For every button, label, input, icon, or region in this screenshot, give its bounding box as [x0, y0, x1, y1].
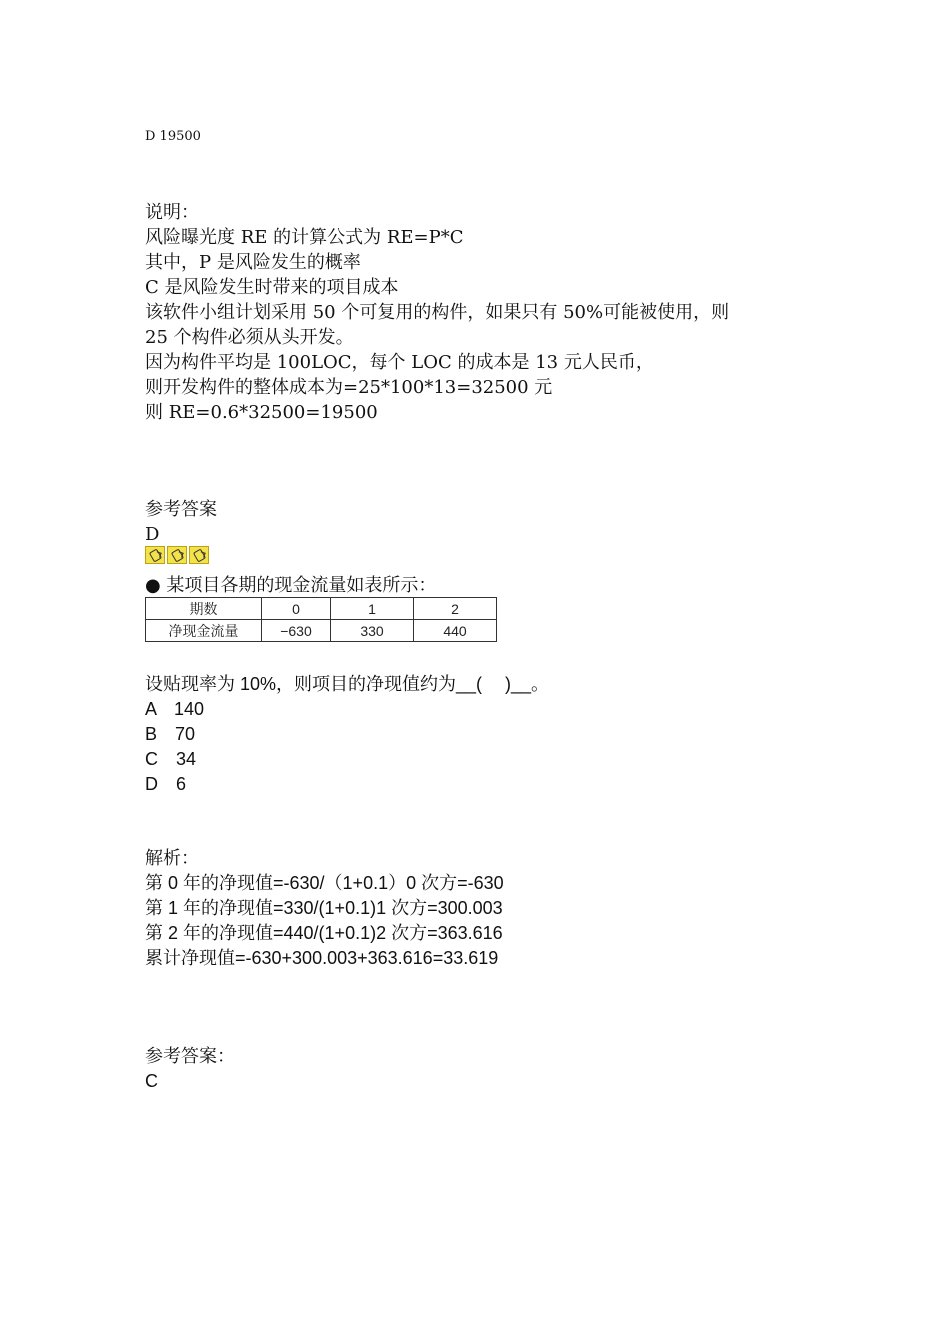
reference-answer: D: [145, 524, 160, 545]
explanation-line: 因为构件平均是 100LOC，每个 LOC 的成本是 13 元人民币，: [145, 352, 654, 373]
table-cell: 2: [414, 598, 497, 620]
reference-answer-2: [145, 1044, 235, 1094]
table-cell: 330: [331, 620, 414, 642]
explanation-line: 风险曝光度 RE 的计算公式为 RE=P*C: [145, 227, 464, 248]
explanation-line: 则开发构件的整体成本为=25*100*13=32500 元: [145, 377, 553, 398]
explanation-line: 其中，P 是风险发生的概率: [145, 252, 361, 273]
option-c: C 34: [145, 749, 197, 769]
table-row: [146, 598, 497, 620]
analysis-line: 累计净现值=-630+300.003+363.616=33.619: [145, 948, 499, 968]
explanation-heading: 说明：: [145, 202, 199, 223]
question-2-title: [145, 573, 436, 598]
reference-answer: C: [145, 1071, 158, 1091]
pen-icon: [145, 546, 165, 564]
reference-label: 参考答案：: [145, 1046, 235, 1066]
analysis-line: 第 1 年的净现值=330/(1+0.1)1 次方=300.003: [145, 898, 503, 918]
analysis-heading: 解析：: [145, 848, 199, 868]
explanation-line: C 是风险发生时带来的项目成本: [145, 277, 399, 298]
option-a: A 140: [145, 699, 205, 719]
table-cell: 净现金流量: [146, 620, 262, 642]
analysis-line: 第 0 年的净现值=-630/（1+0.1）0 次方=-630: [145, 873, 504, 893]
table-row: [146, 620, 497, 642]
explanation-line: 该软件小组计划采用 50 个可复用的构件，如果只有 50%可能被使用，则: [145, 302, 730, 323]
pen-icon: [189, 546, 209, 564]
analysis-line: 第 2 年的净现值=440/(1+0.1)2 次方=363.616: [145, 923, 503, 943]
table-cell: 期数: [146, 598, 262, 620]
cash-flow-table: [145, 597, 497, 642]
reference-answer-1: [145, 497, 217, 547]
question-stem: 设贴现率为 10%，则项目的净现值约为__( )__。: [145, 674, 550, 694]
table-cell: 440: [414, 620, 497, 642]
question-2-body: [145, 672, 549, 797]
pen-icon: [167, 546, 187, 564]
explanation-line: 25 个构件必须从头开发。: [145, 327, 354, 348]
difficulty-icons: [145, 546, 209, 564]
table-cell: 1: [331, 598, 414, 620]
analysis-block: [145, 846, 504, 971]
table-cell: −630: [262, 620, 331, 642]
option-b: B 70: [145, 724, 196, 744]
previous-option-d: D 19500: [145, 129, 201, 144]
question-title-text: ● 某项目各期的现金流量如表所示：: [145, 575, 437, 596]
explanation-block: [145, 200, 729, 425]
table-cell: 0: [262, 598, 331, 620]
explanation-line: 则 RE=0.6*32500=19500: [145, 402, 378, 423]
reference-label: 参考答案: [145, 499, 217, 520]
option-d: D 6: [145, 774, 187, 794]
